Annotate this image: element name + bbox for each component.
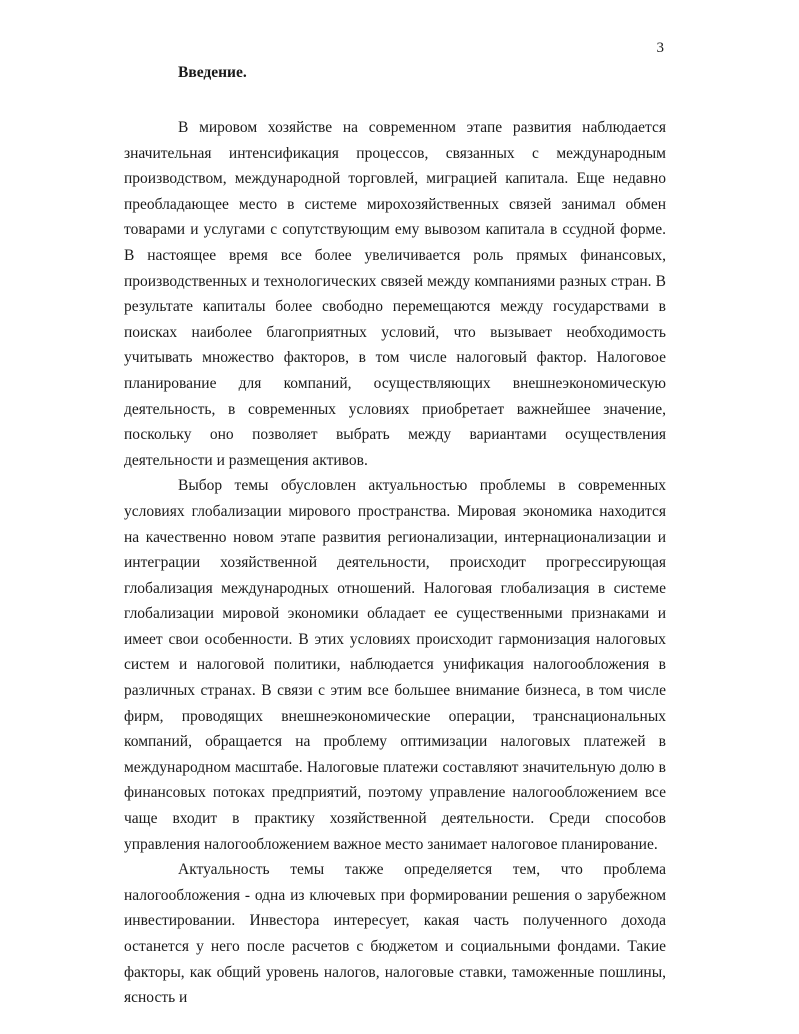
paragraph: Актуальность темы также определяется тем, что проблема налогообложения - одна из ключевых при формировании решения о зарубежном инвестировании. Инвестора интересует, какая часть полученного дохода останется у него после расчетов с бюджетом и социальными фондами. Такие факторы, как общий уровень налогов, налоговые ставки, таможенные пошлины, ясность и [124, 861, 666, 1007]
page-number: 3 [656, 40, 664, 56]
section-heading: Введение. [178, 64, 247, 81]
paragraph: Выбор темы обусловлен актуальностью проблемы в современных условиях глобализации мирового пространства. Мировая экономика находится на качественно новом этапе развития регионализации, интернационализации и интеграции хозяйственной деятельности, происходит прогрессирующая глобализация международных отношений. Налоговая глобализация в системе глобализации мировой экономики обладает ее существенными признаками и имеет свои особенности. В этих условиях происходит гармонизация налоговых систем и налоговой политики, наблюдается унификация налогообложения в различных странах. В связи с этим все большее внимание бизнеса, в том числе фирм, проводящих внешнеэкономические операции, транснациональных компаний, обращается на проблему оптимизации налоговых платежей в международном масштабе. Налоговые платежи составляют значительную долю в финансовых потоках предприятий, поэтому управление налогообложением все чаще входит в практику хозяйственной деятельности. Среди способов управления налогообложением важное место занимает налоговое планирование. [124, 477, 666, 853]
body-text [124, 115, 666, 1011]
paragraph: В мировом хозяйстве на современном этапе развития наблюдается значительная интенсификация процессов, связанных с международным производством, международной торговлей, миграцией капитала. Еще недавно преобладающее место в системе мирохозяйственных связей занимал обмен товарами и услугами с сопутствующим ему вывозом капитала в ссудной форме. В настоящее время все более увеличивается роль прямых финансовых, производственных и технологических связей между компаниями разных стран. В результате капиталы более свободно перемещаются между государствами в поисках наиболее благоприятных условий, что вызывает необходимость учитывать множество факторов, в том числе налоговый фактор. Налоговое планирование для компаний, осуществляющих внешнеэкономическую деятельность, в современных условиях приобретает важнейшее значение, поскольку оно позволяет выбрать между вариантами осуществления деятельности и размещения активов. [124, 119, 666, 469]
